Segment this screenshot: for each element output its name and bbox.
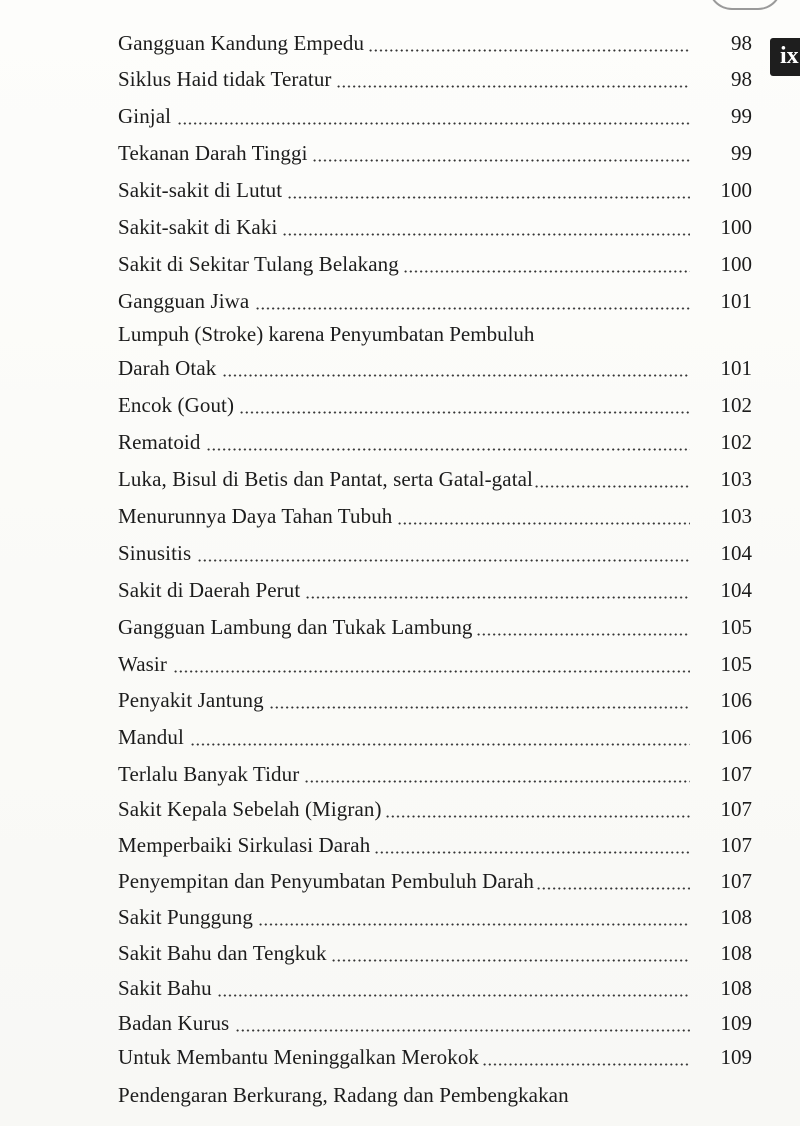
toc-entry-title: Tekanan Darah Tinggi [118,141,308,165]
toc-entry-title: Gangguan Kandung Empedu [118,31,365,55]
toc-entry[interactable] [116,1044,752,1074]
toc-entry-title: Badan Kurus [118,1011,230,1035]
toc-entry[interactable] [116,1010,752,1040]
toc-entry[interactable] [116,940,752,970]
toc-entry[interactable] [116,577,752,607]
toc-entry[interactable] [116,724,752,754]
dot-leader [177,122,690,125]
toc-entry-title: Darah Otak [118,356,217,380]
toc-entry-page-number: 98 [731,31,752,55]
toc-entry-title: Encok (Gout) [118,393,235,417]
toc-entry-page-number: 100 [720,252,752,276]
dot-leader [190,743,690,746]
dot-leader [374,851,690,854]
toc-entry-title: Pendengaran Berkurang, Radang dan Pembengkakan [118,1083,569,1107]
dot-leader [331,959,690,962]
toc-entry-title: Sakit di Daerah Perut [118,578,301,602]
dot-leader [235,1029,690,1032]
dot-leader [258,923,690,926]
toc-entry[interactable] [116,466,752,496]
toc-entry-page-number: 107 [720,869,752,893]
dot-leader [482,1063,690,1066]
toc-entry[interactable] [116,103,752,133]
toc-entry-page-number: 100 [720,178,752,202]
toc-entry-title: Untuk Membantu Meninggalkan Merokok [118,1045,480,1069]
toc-entry-title: Mandul [118,725,184,749]
toc-entry-page-number: 108 [720,976,752,1000]
dot-leader [536,887,690,890]
toc-entry[interactable] [116,503,752,533]
toc-entry-title: Ginjal [118,104,172,128]
toc-entry[interactable] [116,30,752,60]
dot-leader [239,411,690,414]
toc-entry-page-number: 101 [720,356,752,380]
toc-entry[interactable] [116,288,752,318]
toc-entry-page-number: 106 [720,688,752,712]
toc-entry[interactable] [116,614,752,644]
toc-entry[interactable] [116,651,752,681]
dot-leader [403,270,690,273]
toc-entry-page-number: 99 [731,141,752,165]
toc-entry-title: Memperbaiki Sirkulasi Darah [118,833,371,857]
toc-entry-title: Sakit Kepala Sebelah (Migran) [118,797,382,821]
toc-entry-page-number: 103 [720,504,752,528]
toc-entry-page-number: 109 [720,1045,752,1069]
toc-entry[interactable] [116,429,752,459]
dot-leader [312,159,690,162]
toc-entry[interactable] [116,66,752,96]
toc-entry-page-number: 108 [720,941,752,965]
page-number-tab [770,38,800,76]
toc-entry[interactable] [116,214,752,244]
toc-entry-page-number: 105 [720,652,752,676]
toc-entry-page-number: 101 [720,289,752,313]
dot-leader [305,596,690,599]
toc-entry-page-number: 104 [720,578,752,602]
dot-leader [255,307,690,310]
dot-leader [368,49,690,52]
toc-entry[interactable] [116,796,752,826]
toc-entry-title: Sakit-sakit di Kaki [118,215,278,239]
page-number-tab-text: ix [780,43,799,69]
dot-leader [336,85,690,88]
toc-entry-page-number: 104 [720,541,752,565]
toc-entry[interactable] [116,975,752,1005]
dot-leader [287,196,690,199]
toc-entry-title: Penyempitan dan Penyumbatan Pembuluh Darah [118,869,534,893]
toc-entry-title: Terlalu Banyak Tidur [118,762,300,786]
toc-entry-page-number: 106 [720,725,752,749]
toc-entry-page-number: 99 [731,104,752,128]
toc-entry[interactable] [116,687,752,717]
dot-leader [534,485,690,488]
decorative-swoosh [708,0,782,10]
toc-entry-page-number: 103 [720,467,752,491]
toc-entry-title-line1: Lumpuh (Stroke) karena Penyumbatan Pembuluh [118,322,535,346]
toc-entry[interactable] [116,251,752,281]
toc-entry-page-number: 107 [720,762,752,786]
toc-entry-page-number: 107 [720,797,752,821]
toc-entry-title: Gangguan Jiwa [118,289,250,313]
dot-leader [206,448,690,451]
toc-entry-title: Sakit Punggung [118,905,253,929]
toc-entry-title: Gangguan Lambung dan Tukak Lambung [118,615,473,639]
dot-leader [476,633,690,636]
dot-leader [217,994,690,997]
dot-leader [197,559,690,562]
toc-entry[interactable] [116,140,752,170]
toc-entry-title: Wasir [118,652,167,676]
toc-entry-page-number: 102 [720,430,752,454]
toc-entry-title: Sakit-sakit di Lutut [118,178,283,202]
toc-entry-title: Sakit Bahu dan Tengkuk [118,941,327,965]
dot-leader [304,780,690,783]
toc-entry-title: Sinusitis [118,541,192,565]
toc-entry-page-number: 98 [731,67,752,91]
dot-leader [397,522,690,525]
toc-entry-page-number: 107 [720,833,752,857]
toc-entry[interactable] [116,392,752,422]
toc-entry-page-number: 108 [720,905,752,929]
toc-entry[interactable] [116,1082,752,1112]
toc-entry-title: Sakit Bahu [118,976,212,1000]
toc-entry-page-number: 100 [720,215,752,239]
toc-entry-page-number: 109 [720,1011,752,1035]
toc-entry-page-number: 105 [720,615,752,639]
dot-leader [385,815,690,818]
toc-entry[interactable] [116,540,752,570]
toc-entry-title: Menurunnya Daya Tahan Tubuh [118,504,393,528]
toc-entry-title: Penyakit Jantung [118,688,264,712]
toc-entry[interactable] [116,868,752,898]
toc-entry-title: Siklus Haid tidak Teratur [118,67,332,91]
toc-entry-title: Luka, Bisul di Betis dan Pantat, serta Gatal-gatal [118,467,533,491]
toc-entry-title: Sakit di Sekitar Tulang Belakang [118,252,399,276]
toc-entry[interactable] [116,177,752,207]
toc-entry[interactable] [116,322,752,385]
toc-entry-title: Rematoid [118,430,201,454]
dot-leader [282,233,690,236]
dot-leader [269,706,690,709]
dot-leader [222,374,690,377]
toc-entry-page-number: 102 [720,393,752,417]
toc-entry[interactable] [116,761,752,791]
toc-entry[interactable] [116,904,752,934]
dot-leader [173,670,690,673]
toc-entry[interactable] [116,832,752,862]
